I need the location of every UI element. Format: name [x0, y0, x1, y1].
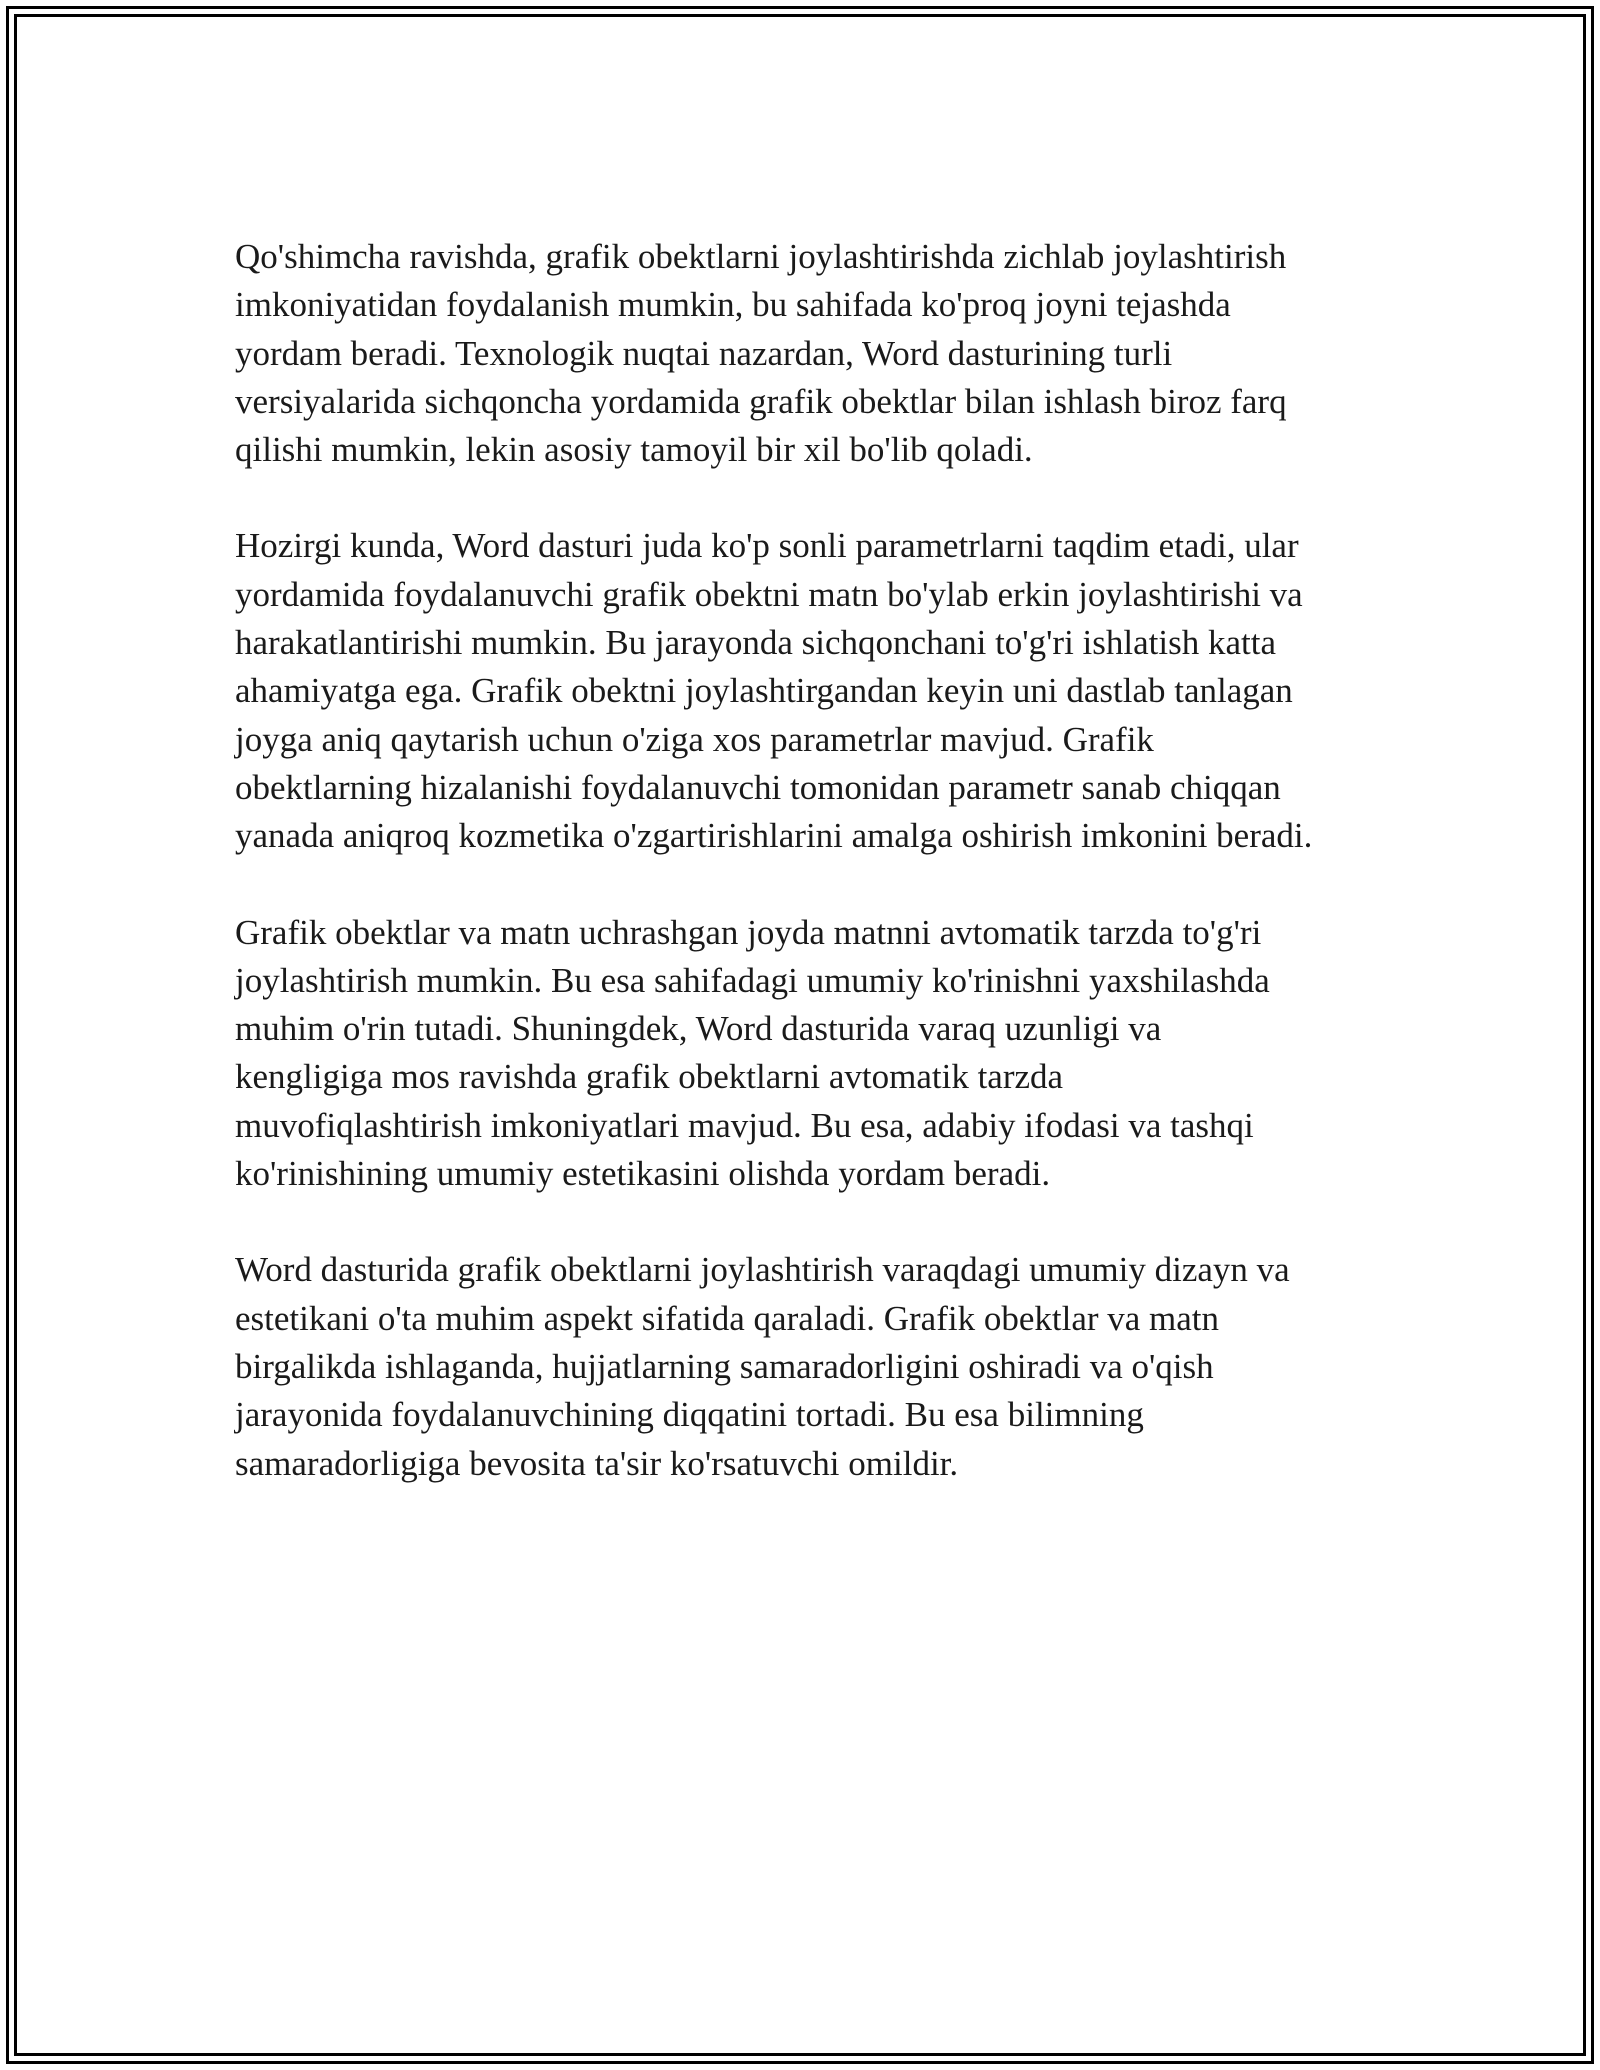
paragraph-1: Qo'shimcha ravishda, grafik obektlarni joylashtirishda zichlab joylashtirish imkoniyatidan foydalanish mumkin, bu sahifada ko'proq joyni tejashda yordam beradi. Texnologik nuqtai nazardan, Word dasturining turli versiyalarida sichqoncha yordamida grafik obektlar bilan ishlash biroz farq qilishi mumkin, lekin asosiy tamoyil bir xil bo'lib qoladi. [235, 237, 1287, 470]
paragraph-4: Word dasturida grafik obektlarni joylashtirish varaqdagi umumiy dizayn va estetikani o'ta muhim aspekt sifatida qaraladi. Grafik obektlar va matn birgalikda ishlaganda, hujjatlarning samaradorligini oshiradi va o'qish jarayonida foydalanuvchining diqqatini tortadi. Bu esa bilimning samaradorligiga bevosita ta'sir ko'rsatuvchi omildir. [235, 1250, 1290, 1483]
paragraph-2: Hozirgi kunda, Word dasturi juda ko'p sonli parametrlarni taqdim etadi, ular yordamida foydalanuvchi grafik obektni matn bo'ylab erkin joylashtirishi va harakatlantirishi mumkin. Bu jarayonda sichqonchani to'g'ri ishlatish katta ahamiyatga ega. Grafik obektni joylashtirgandan keyin uni dastlab tanlagan joyga aniq qaytarish uchun o'ziga xos parametrlar mavjud. Grafik obektlarning hizalanishi foydalanuvchi tomonidan parametr sanab chiqqan yanada aniqroq kozmetika o'zgartirishlarini amalga oshirish imkonini beradi. [235, 526, 1313, 856]
document-body [235, 233, 1395, 1536]
paragraph-3: Grafik obektlar va matn uchrashgan joyda matnni avtomatik tarzda to'g'ri joylashtirish mumkin. Bu esa sahifadagi umumiy ko'rinishni yaxshilashda muhim o'rin tutadi. Shuningdek, Word dasturida varaq uzunligi va kengligiga mos ravishda grafik obektlarni avtomatik tarzda muvofiqlashtirish imkoniyatlari mavjud. Bu esa, adabiy ifodasi va tashqi ko'rinishining umumiy estetikasini olishda yordam beradi. [235, 912, 1270, 1194]
